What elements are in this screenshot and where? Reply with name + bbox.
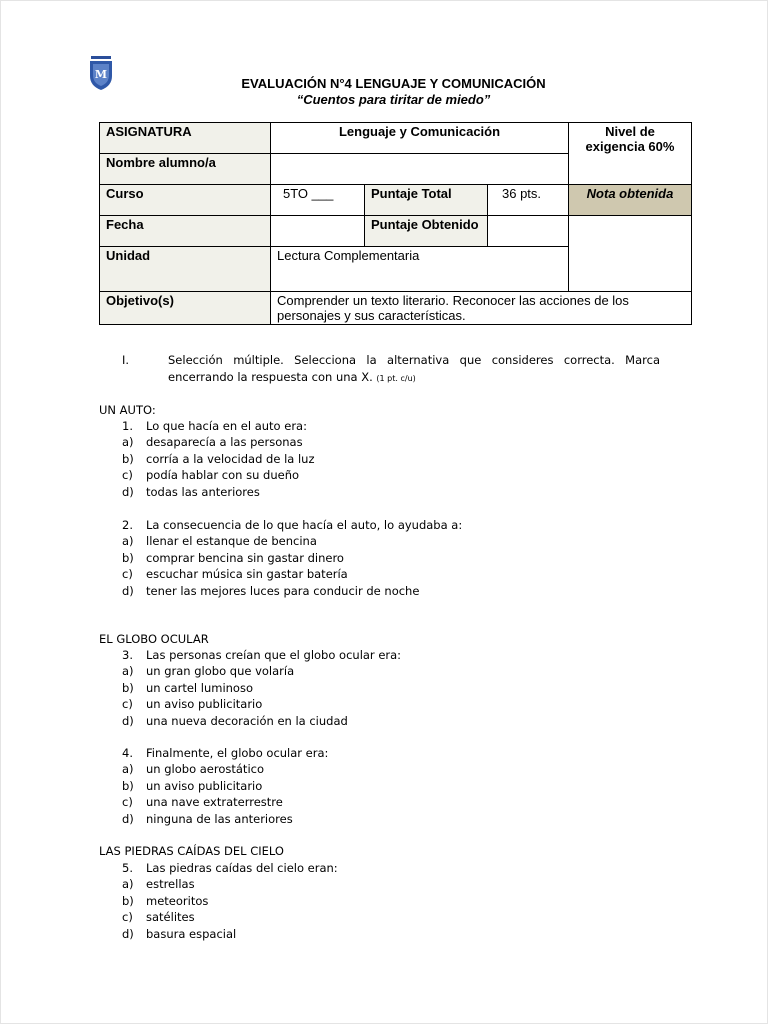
option-item[interactable]: [122, 713, 401, 729]
option-text: satélites: [146, 910, 195, 925]
question-text: La consecuencia de lo que hacía el auto, lo ayudaba a:: [146, 518, 463, 532]
instructions-note: (1 pt. c/u): [376, 374, 416, 383]
question-text: Finalmente, el globo ocular era:: [146, 746, 329, 760]
question-block: [122, 860, 338, 942]
option-item[interactable]: [122, 434, 315, 450]
option-item[interactable]: [122, 893, 338, 909]
option-text: una nave extraterrestre: [146, 795, 283, 810]
option-letter: d): [122, 811, 134, 826]
question-block: [122, 418, 315, 500]
svg-text:M: M: [94, 68, 108, 81]
option-letter: b): [122, 778, 134, 793]
option-text: basura espacial: [146, 926, 237, 941]
option-item[interactable]: [122, 550, 462, 566]
option-text: un aviso publicitario: [146, 778, 263, 793]
info-table: [99, 122, 692, 325]
option-item[interactable]: [122, 533, 462, 549]
question-number: 4.: [122, 746, 133, 760]
puntaje-obtenido-label: Puntaje Obtenido: [365, 216, 488, 247]
question-number: 5.: [122, 861, 133, 875]
option-item[interactable]: [122, 696, 401, 712]
question-block: [122, 647, 401, 729]
option-item[interactable]: [122, 467, 315, 483]
objetivo-label: Objetivo(s): [100, 292, 271, 325]
option-text: un gran globo que volaría: [146, 664, 295, 679]
document-title: EVALUACIÓN N°4 LENGUAJE Y COMUNICACIÓN: [241, 76, 546, 91]
nivel-exigencia: Nivel de exigencia 60%: [569, 123, 692, 185]
option-text: un cartel luminoso: [146, 680, 253, 695]
option-letter: d): [122, 583, 134, 598]
option-item[interactable]: [122, 794, 328, 810]
section-title: EL GLOBO OCULAR: [99, 632, 209, 646]
option-letter: d): [122, 484, 134, 499]
instructions-number: I.: [122, 353, 130, 367]
nombre-field[interactable]: [271, 154, 569, 185]
unidad-label: Unidad: [100, 247, 271, 292]
option-item[interactable]: [122, 876, 338, 892]
question-block: [122, 517, 462, 599]
document-subtitle: “Cuentos para tiritar de miedo”: [296, 92, 491, 107]
nota-obtenida-label: Nota obtenida: [569, 185, 692, 216]
option-text: meteoritos: [146, 893, 209, 908]
option-item[interactable]: [122, 680, 401, 696]
objetivo-value: Comprender un texto literario. Reconocer las acciones de los personajes y sus características.: [271, 292, 692, 325]
question-block: [122, 745, 328, 827]
option-letter: c): [122, 795, 133, 810]
puntaje-obtenido-field[interactable]: [488, 216, 569, 247]
option-item[interactable]: [122, 761, 328, 777]
nombre-label: Nombre alumno/a: [100, 154, 271, 185]
option-item[interactable]: [122, 811, 328, 827]
option-text: comprar bencina sin gastar dinero: [146, 550, 344, 565]
option-text: llenar el estanque de bencina: [146, 534, 317, 549]
asignatura-value: Lenguaje y Comunicación: [271, 123, 569, 154]
unidad-value: Lectura Complementaria: [271, 247, 569, 292]
curso-label: Curso: [100, 185, 271, 216]
option-text: podía hablar con su dueño: [146, 468, 300, 483]
nota-obtenida-field[interactable]: [569, 216, 692, 292]
option-text: un aviso publicitario: [146, 697, 263, 712]
question-number: 2.: [122, 518, 133, 532]
question-number: 3.: [122, 648, 133, 662]
option-item[interactable]: [122, 663, 401, 679]
option-item[interactable]: [122, 484, 315, 500]
option-letter: c): [122, 697, 133, 712]
option-letter: b): [122, 550, 134, 565]
option-letter: c): [122, 567, 133, 582]
asignatura-label: ASIGNATURA: [100, 123, 271, 154]
question-text: Las personas creían que el globo ocular era:: [146, 648, 402, 662]
option-letter: b): [122, 680, 134, 695]
section-title: UN AUTO:: [99, 403, 156, 417]
option-text: desaparecía a las personas: [146, 435, 303, 450]
option-letter: c): [122, 468, 133, 483]
option-letter: c): [122, 910, 133, 925]
option-letter: a): [122, 762, 134, 777]
option-item[interactable]: [122, 451, 315, 467]
option-letter: b): [122, 893, 134, 908]
section-title: LAS PIEDRAS CAÍDAS DEL CIELO: [99, 844, 284, 858]
puntaje-total-label: Puntaje Total: [365, 185, 488, 216]
question-text: Lo que hacía en el auto era:: [146, 419, 307, 433]
option-text: un globo aerostático: [146, 762, 264, 777]
option-letter: a): [122, 877, 134, 892]
option-letter: b): [122, 451, 134, 466]
option-item[interactable]: [122, 583, 462, 599]
question-number: 1.: [122, 419, 133, 433]
curso-value: 5TO ___: [271, 185, 365, 216]
option-letter: d): [122, 926, 134, 941]
instructions-text: Selección múltiple. Selecciona la alternativa que consideres correcta. Marca encerrando la respuesta con una X.: [168, 353, 660, 384]
option-letter: d): [122, 713, 134, 728]
option-letter: a): [122, 534, 134, 549]
option-letter: a): [122, 664, 134, 679]
option-item[interactable]: [122, 909, 338, 925]
fecha-field[interactable]: [271, 216, 365, 247]
option-text: ninguna de las anteriores: [146, 811, 293, 826]
option-item[interactable]: [122, 566, 462, 582]
option-item[interactable]: [122, 926, 338, 942]
question-text: Las piedras caídas del cielo eran:: [146, 861, 338, 875]
option-text: escuchar música sin gastar batería: [146, 567, 348, 582]
option-text: estrellas: [146, 877, 195, 892]
option-text: una nueva decoración en la ciudad: [146, 713, 348, 728]
option-letter: a): [122, 435, 134, 450]
option-text: corría a la velocidad de la luz: [146, 451, 315, 466]
puntaje-total-value: 36 pts.: [488, 185, 569, 216]
option-item[interactable]: [122, 778, 328, 794]
option-text: tener las mejores luces para conducir de noche: [146, 583, 420, 598]
fecha-label: Fecha: [100, 216, 271, 247]
option-text: todas las anteriores: [146, 484, 260, 499]
instructions: [122, 352, 660, 387]
